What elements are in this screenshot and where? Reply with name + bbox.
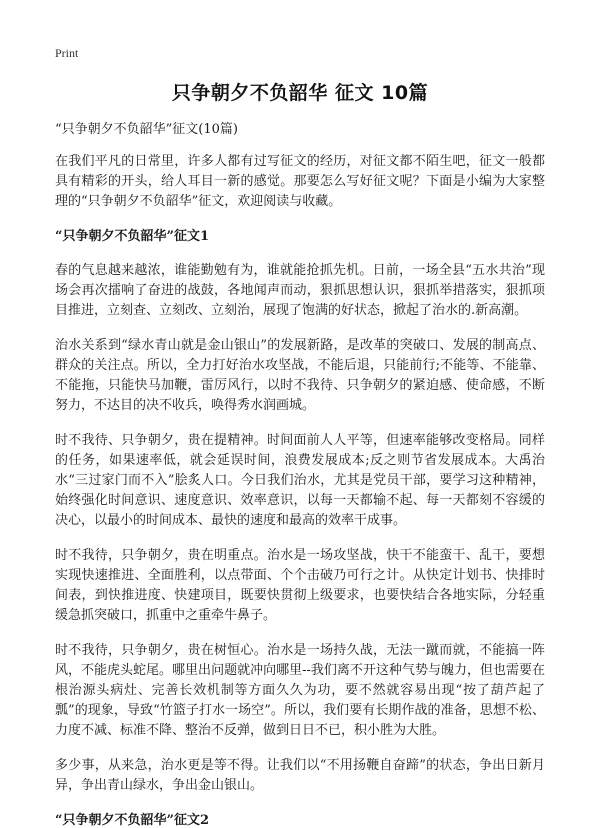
section-1-paragraph-4: 时不我待，只争朝夕，贵在明重点。治水是一场攻坚战，快干不能蛮干、乱干，要想实现快速推进、全面胜利，以点带面、个个击破乃可行之计。从快定计划书、快排时间表，到快推进度、快建项目，既要快贯彻上级要求，也要快结合各地实际，分轻重缓急抓突破口，抓重中之重牵牛鼻子。: [55, 548, 545, 623]
section-1-heading: “只争朝夕不负韶华”征文1: [55, 229, 210, 244]
section-1-paragraph-6: 多少事，从来急，治水更是等不得。让我们以“不用扬鞭自奋蹄”的状态，争出日新月异，争出青山绿水，争出金山银山。: [55, 758, 545, 793]
print-label[interactable]: Print: [55, 46, 79, 60]
section-1-paragraph-2: 治水关系到“绿水青山就是金山银山”的发展新路，是改革的突破口、发展的制高点、群众的关注点。所以，全力打好治水攻坚战，不能后退，只能前行;不能等、不能靠、不能拖，只能快马加鞭，雷厉风行，以时不我待、只争朝夕的紧迫感、使命感，不断努力，不达目的决不收兵，唤得秀水润画城。: [55, 338, 545, 413]
document-body: [55, 120, 545, 828]
section-1-paragraph-5: 时不我待，只争朝夕，贵在树恒心。治水是一场持久战，无法一蹴而就，不能搞一阵风，不能虎头蛇尾。哪里出问题就冲向哪里--我们离不开这种气势与魄力，但也需要在根治源头病灶、完善长效机制等方面久久为功，要不然就容易出现“按了葫芦起了瓢”的现象，导致“竹篮子打水一场空”。所以，我们要有长期作战的准备，思想不松、力度不减、标准不降、整治不反弹，做到日日不已，积小胜为大胜。: [55, 643, 545, 738]
section-1-paragraph-3: 时不我待、只争朝夕，贵在提精神。时间面前人人平等，但速率能够改变格局。同样的任务，如果速率低，就会延误时间，浪费发展成本;反之则节省发展成本。大禹治水“三过家门而不入”脍炙人口。今日我们治水，尤其是党员干部，要学习这种精神，始终强化时间意识、速度意识、效率意识，以每一天都输不起、每一天都刻不容缓的决心，以最小的时间成本、最快的速度和最高的效率干成事。: [55, 433, 545, 528]
intro-paragraph: 在我们平凡的日常里，许多人都有过写征文的经历，对征文都不陌生吧，征文一般都具有精彩的开头，给人耳目一新的感觉。那要怎么写好征文呢？下面是小编为大家整理的“只争朝夕不负韶华”征文，欢迎阅读与收藏。: [55, 154, 545, 209]
page-title: 只争朝夕不负韶华 征文 10篇: [171, 82, 429, 104]
section-1-paragraph-1: 春的气息越来越浓，谁能勤勉有为，谁就能抢抓先机。日前，一场全县“五水共治”现场会再次擂响了奋进的战鼓，各地闻声而动，狠抓思想认识，狠抓举措落实，狠抓项目推进，立刻查、立刻改、立刻治，展现了饱满的好状态，掀起了治水的.新高潮。: [55, 263, 545, 318]
section-2-heading: “只争朝夕不负韶华”征文2: [55, 813, 210, 828]
doc-lead-line: “只争朝夕不负韶华”征文(10篇): [55, 122, 238, 137]
